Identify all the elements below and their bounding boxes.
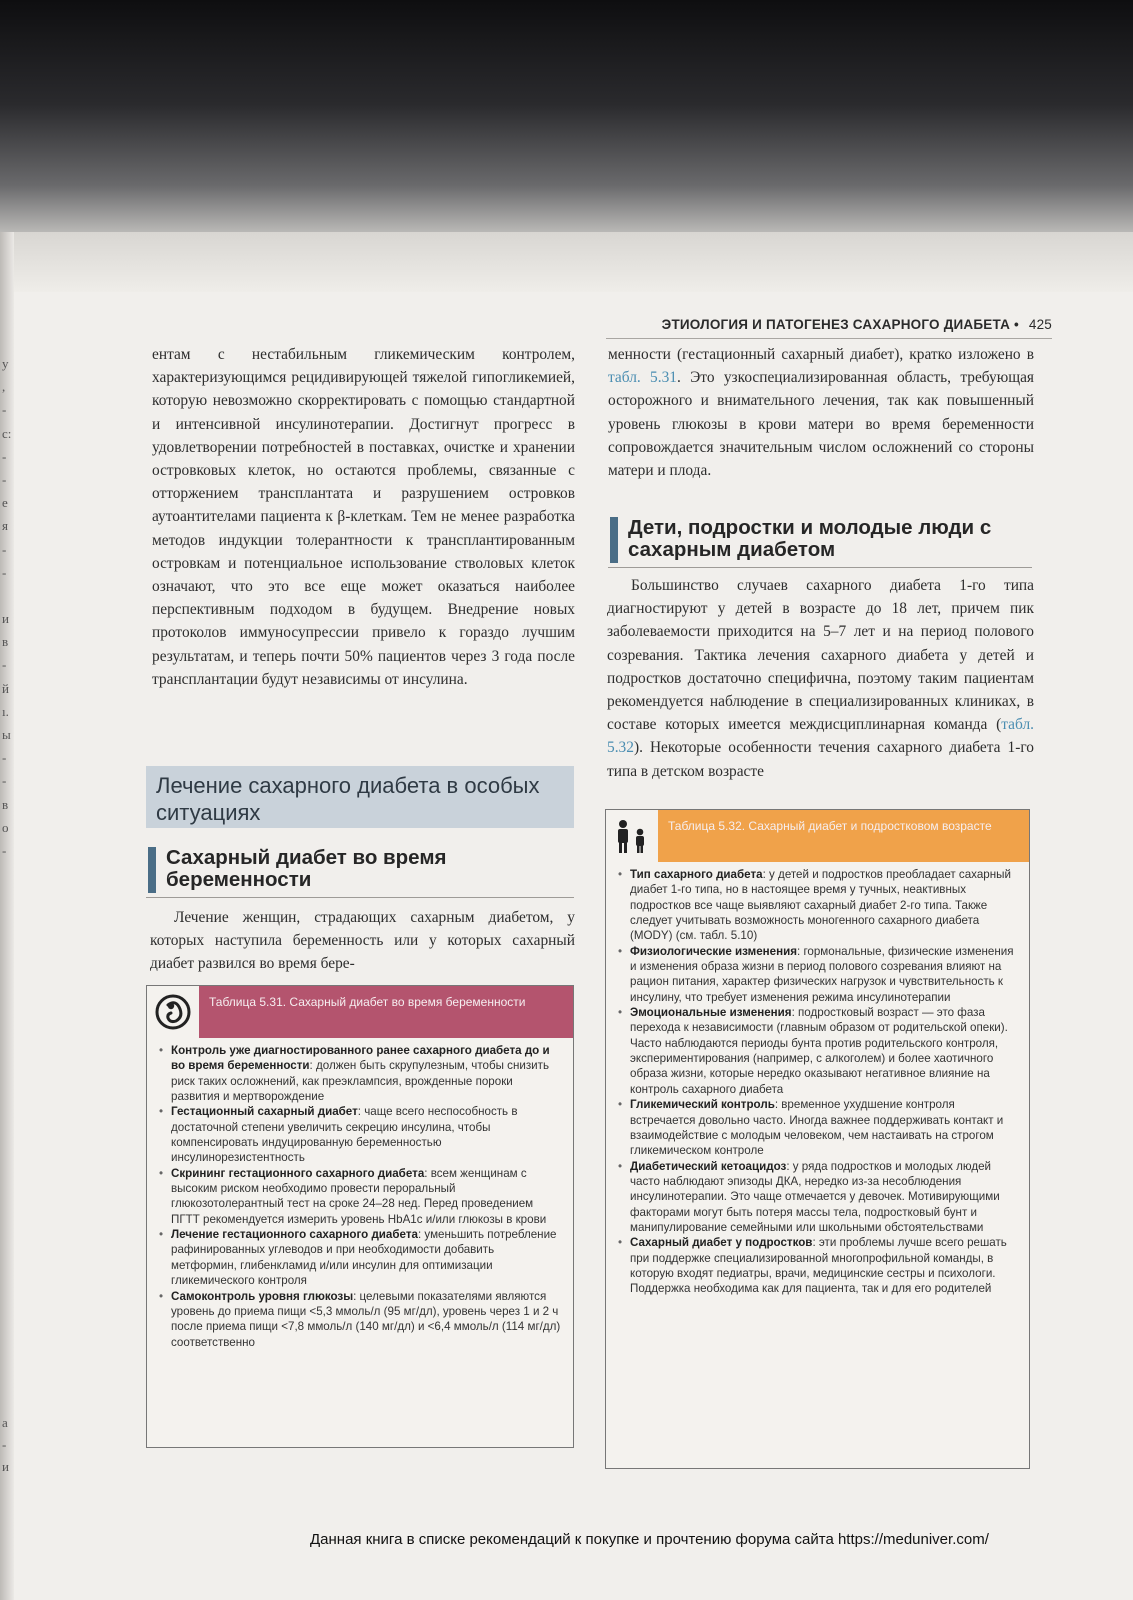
item-term: Лечение гестационного сахарного диабета [171, 1228, 418, 1242]
paragraph-text: менности (гестационный сахарный диабет), кратко изложено в [608, 346, 1034, 363]
item-text: : у детей и подростков преобладает сахарный диабет 1-го типа, но в настоящее время у тучных, неактивных подростков все чаще выявляют сахарный диабет 2-го типа. Также следует учитывать возможность моногенного сахарного диабета (MODY) (см. табл. 5.10) [630, 868, 1011, 943]
margin-fragment: и [2, 1459, 9, 1474]
margin-fragment: е [2, 495, 8, 511]
table-list-item [159, 1227, 563, 1288]
subheading-text: Дети, подростки и молодые люди с сахарным диабетом [628, 516, 992, 561]
margin-fragment: с: [2, 425, 12, 441]
running-head [612, 317, 1052, 332]
margin-fragment: - [2, 471, 7, 487]
margin-fragment [2, 584, 16, 607]
paragraph [607, 574, 1034, 783]
table-5-32-title: Таблица 5.32. Сахарный диабет и подростковом возрасте [658, 810, 1029, 862]
item-text: : эти проблемы лучше всего решать при поддержке специализированной многопрофильной команды, в которую входят педиатры, врачи, медицинские сестры и психологи. Поддержка необходима как для пациента, так и для его родителей [630, 1236, 1007, 1296]
subheading-text: Сахарный диабет во время беременности [166, 846, 447, 891]
margin-fragment: и [2, 611, 9, 627]
table-list-item [618, 1097, 1020, 1158]
paragraph: ентам с нестабильным гликемическим контролем, характеризующимся рецидивирующей тяжелой гипогликемией, которую невозможно скорректировать с помощью стандартной и интенсивной инсулинотерапии. Достигнут прогресс в удовлетворении потребностей в поставках, очистке и хранении островковых клеток, но остаются проблемы, связанные с отторжением трансплантата и разрушением островков аутоантителами пациента к β-клеткам. Тем не менее разработка методов индукции толерантности к трансплантированным островкам и потенциальное использование стволовых клеток означают, что это все еще может оказаться наиболее перспективным подходом в будущем. Внедрение новых протоколов иммуносупрессии привело к гораздо лучшим результатам, и теперь почти 50% пациентов через 3 года после трансплантации будут независимы от инсулина. [152, 346, 575, 688]
table-5-32 [605, 809, 1030, 1469]
section-heading: Лечение сахарного диабета в особых ситуациях [146, 766, 574, 828]
paragraph-text: Большинство случаев сахарного диабета 1-го типа диагностируют у детей в возрасте до 18 лет, причем пик заболеваемости приходится на 5–7 лет и на период полового созревания. Тактика лечения сахарного диабета у детей и подростков достаточно специфична, поэтому таким пациентам рекомендуется наблюдение в специализированных клиниках, в составе которых имеется междисциплинарная команда ( [607, 577, 1034, 734]
margin-fragment: я [2, 518, 8, 534]
margin-fragment: - [2, 564, 7, 580]
margin-fragment: о [2, 819, 9, 835]
children-paragraph [607, 574, 1034, 783]
paragraph: Лечение женщин, страдающих сахарным диабетом, у которых наступила беременность или у которых сахарный диабет развился во время бере- [150, 909, 575, 973]
running-head-separator: • [1013, 317, 1019, 332]
margin-fragment: в [2, 796, 9, 812]
margin-fragment: й [2, 680, 9, 696]
margin-fragment: - [2, 842, 7, 858]
table-list-item [159, 1166, 563, 1227]
left-column-intro [152, 343, 575, 691]
item-text: : должен быть скрупулезным, чтобы снизить риск таких осложнений, как преэклампсия, врожденные пороки развития и мертворождение [171, 1059, 549, 1104]
item-term: Гликемический контроль [630, 1098, 775, 1112]
table-list-item [618, 1005, 1020, 1097]
table-5-31 [146, 985, 574, 1448]
table-reference-link[interactable]: табл. 5.31 [608, 369, 677, 387]
table-5-31-title: Таблица 5.31. Сахарный диабет во время беременности [199, 986, 573, 1038]
margin-fragment: - [2, 1437, 7, 1452]
table-list-item [159, 1104, 563, 1165]
item-term: Диабетический кетоацидоз [630, 1159, 787, 1173]
subheading-rule [608, 567, 1032, 568]
item-term: Сахарный диабет у подростков [630, 1236, 813, 1250]
right-column-intro [608, 343, 1034, 482]
paragraph-text: ). Некоторые особенности течения сахарного диабета 1-го типа в детском возрасте [607, 739, 1034, 780]
item-text: : целевыми показателями являются уровень до приема пищи <5,3 ммоль/л (95 мг/дл), уровень через 1 и 2 ч после приема пищи <7,8 ммоль/л (140 мг/дл) и <6,4 ммоль/л (114 мг/дл) соответственно [171, 1289, 561, 1349]
subheading-pregnancy [148, 847, 574, 893]
item-term: Контроль уже диагностированного ранее сахарного диабета до и во время беременности [171, 1044, 550, 1073]
previous-page-margin-lower [2, 1412, 16, 1478]
subheading-children [610, 517, 1030, 563]
table-list-item [618, 1235, 1020, 1296]
item-text: : у ряда подростков и молодых людей часто наблюдают эпизоды ДКА, нередко из-за несоблюдения инсулинотерапии. Это чаще отмечается у девочек. Мотивирующими факторами могут быть потеря массы тела, подростковый бунт и манипулирование семейными или школьными обстоятельствами [630, 1159, 1000, 1234]
item-term: Тип сахарного диабета [630, 868, 763, 881]
margin-fragment: - [2, 750, 7, 766]
table-list-item [159, 1043, 563, 1104]
table-reference-link[interactable]: табл. 5.32 [607, 716, 1034, 757]
table-5-32-list [618, 867, 1020, 1297]
paragraph [608, 343, 1034, 482]
paragraph-text: . Это узкоспециализированная область, требующая осторожного и внимательного лечения, так как повышенный уровень глюкозы в крови матери во время беременности сопровождается значительным числом осложнений со стороны матери и плода. [608, 369, 1034, 480]
table-list-item [159, 1289, 563, 1350]
scanner-fade [0, 232, 1133, 292]
item-text: : всем женщинам с высоким риском необходимо провести пероральный глюкозотолерантный тест на сроке 24–28 нед. Перед проведением ПГТТ рекомендуется измерить уровень HbA1c и/или глюкозы в крови [171, 1166, 547, 1226]
margin-fragment: - [2, 541, 7, 557]
scanner-shadow [0, 0, 1133, 232]
footer-notice: Данная книга в списке рекомендаций к покупке и прочтению форума сайта https://meduniver.com/ [310, 1531, 989, 1548]
item-term: Самоконтроль уровня глюкозы [171, 1289, 354, 1303]
fetus-icon [147, 986, 199, 1038]
item-text: : подростковый возраст — это фаза перехода к независимости (главным образом от родительской опеки). Часто наблюдаются периоды бунта против родительского контроля, экспериментирования (например, с алкоголем) и более хаотичного образа жизни, которые нередко оказывают негативное влияние на контроль сахарного диабета [630, 1006, 1008, 1096]
item-text: : чаще всего неспособность в достаточной степени увеличить секрецию инсулина, чтобы компенсировать индуцированную беременностью инсулинорезистентность [171, 1105, 518, 1165]
item-term: Эмоциональные изменения [630, 1006, 792, 1020]
item-text: : гормональные, физические изменения и изменения образа жизни в период полового созревания влияют на рацион питания, характер физических нагрузок и чувствительность к инсулину, что требует изменения режима инсулинотерапии [630, 944, 1014, 1004]
pregnancy-paragraph [150, 906, 575, 976]
subheading-rule [146, 897, 574, 898]
header-rule [606, 338, 1052, 339]
table-list-item [618, 944, 1020, 1005]
table-list-item [618, 867, 1020, 944]
table-list-item [618, 1159, 1020, 1236]
previous-page-margin [2, 352, 16, 862]
margin-fragment: у [2, 356, 9, 371]
item-term: Физиологические изменения [630, 944, 797, 958]
margin-fragment: ы [2, 727, 11, 742]
table-5-31-list [159, 1043, 563, 1350]
margin-fragment: в [2, 634, 9, 650]
margin-fragment: - [2, 657, 7, 673]
margin-fragment: , [2, 379, 6, 395]
family-icon [606, 810, 658, 862]
item-text: : уменьшить потребление рафинированных углеводов и при необходимости добавить метформин, глибенкламид и/или инсулин для оптимизации гликемического контроля [171, 1228, 557, 1288]
margin-fragment: - [2, 448, 7, 464]
running-head-title: ЭТИОЛОГИЯ И ПАТОГЕНЕЗ САХАРНОГО ДИАБЕТА [661, 317, 1011, 332]
item-term: Гестационный сахарный диабет [171, 1105, 358, 1119]
margin-fragment: ı. [2, 703, 9, 719]
margin-fragment: - [2, 773, 7, 789]
item-text: : временное ухудшение контроля встречается довольно часто. Иногда важнее поддерживать контакт и взаимодействие с молодым человеком, чем настаивать на строгом гликемическом контроле [630, 1098, 1004, 1158]
margin-fragment: - [2, 402, 7, 418]
item-term: Скрининг гестационного сахарного диабета [171, 1166, 425, 1180]
page-number: 425 [1028, 317, 1052, 332]
margin-fragment: а [2, 1415, 8, 1430]
